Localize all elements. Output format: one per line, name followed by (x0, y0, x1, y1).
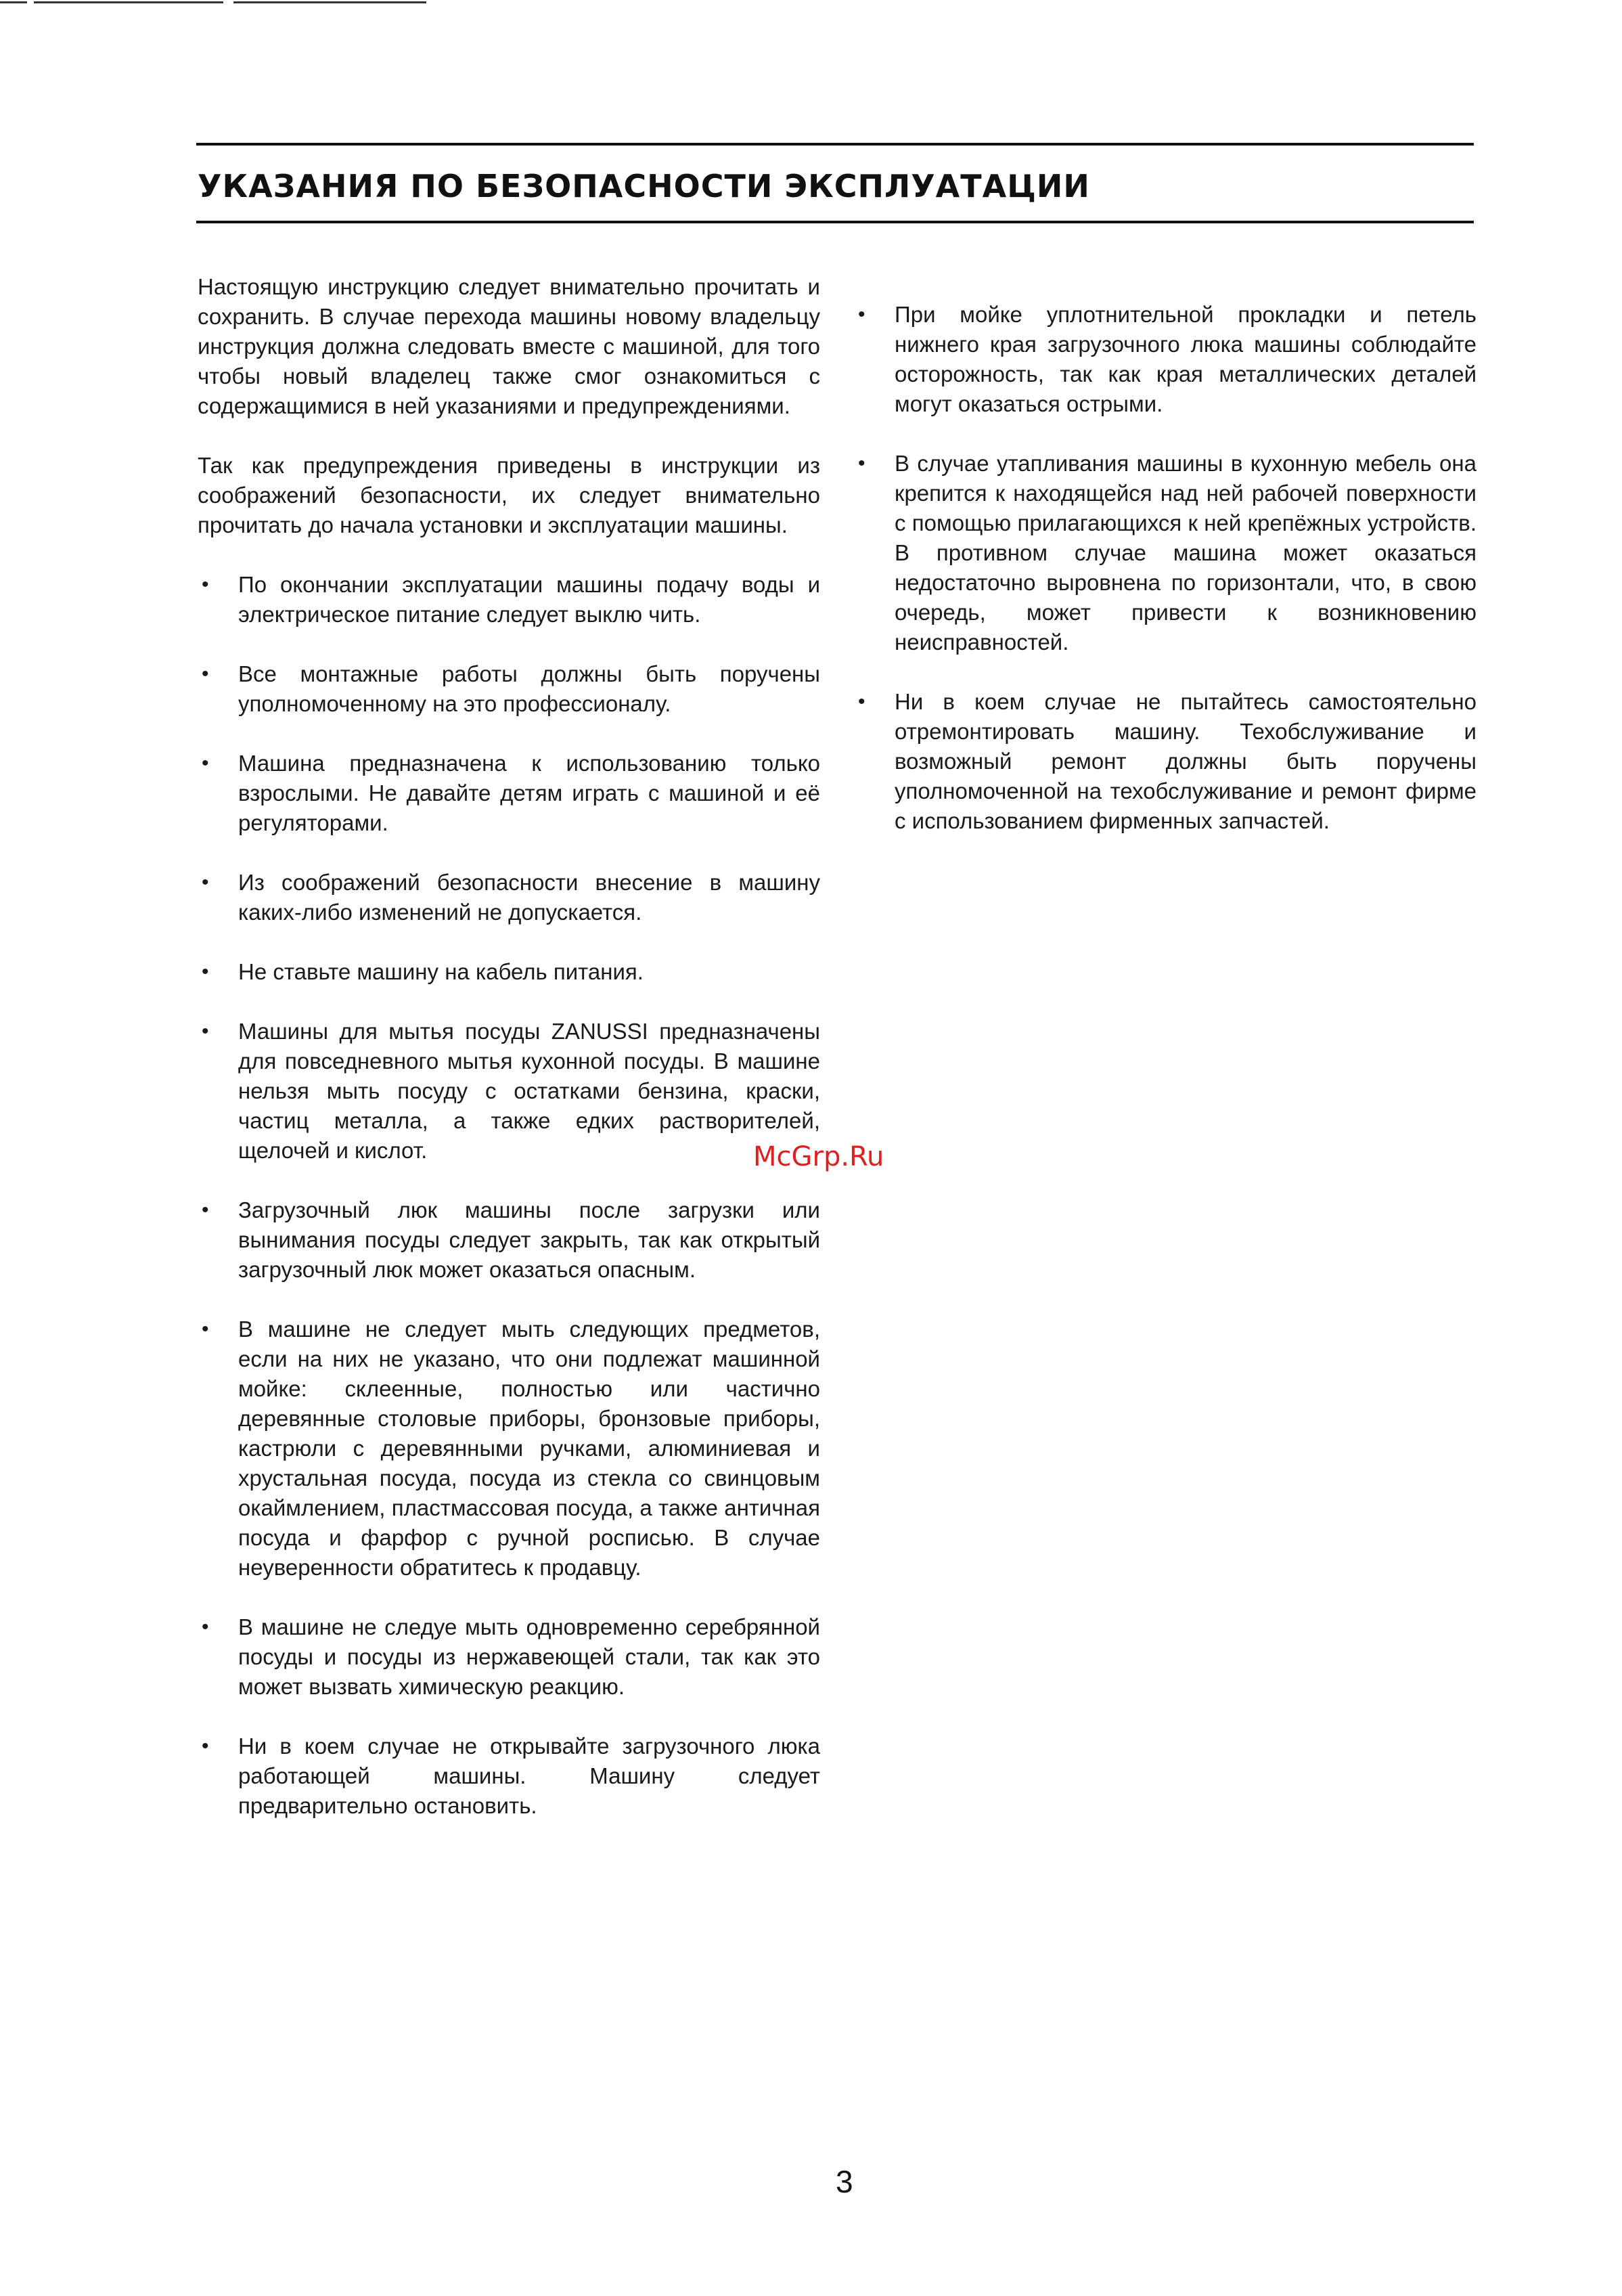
list-item-text: В машине не следуе мыть одновременно серебрянной посуды и посуды из нержавеющей стали, так как это может вызвать химическую реакцию. (238, 1614, 820, 1699)
bullet-icon: • (858, 690, 865, 713)
list-item-text: Машины для мытья посуды ZANUSSI предназначены для повседневного мытья кухонной посуды. В машине нельзя мыть посуду с остатками бензина, краски, частиц металла, а также едких растворителей, щелочей и кислот. (238, 1019, 820, 1163)
list-item-text: Ни в коем случае не пытайтесь самостоятельно отремонтировать машину. Техобслуживание и возможный ремонт должны быть поручены уполномоченной на техобслуживание и ремонт фирме с использованием фирменных запчастей. (895, 689, 1477, 833)
bullet-icon: • (202, 1318, 209, 1340)
intro-paragraph-2: Так как предупреждения приведены в инструкции из соображений безопасности, их следует внимательно прочитать до начала установки и эксплуатации машины. (198, 453, 820, 537)
list-item (198, 659, 820, 719)
bullet-icon: • (858, 452, 865, 474)
bullet-icon: • (858, 303, 865, 326)
list-item (198, 1315, 820, 1583)
list-item-text: Ни в коем случае не открывайте загрузочного люка работающей машины. Машину следует предварительно остановить. (238, 1734, 820, 1818)
bullet-icon: • (202, 1199, 209, 1221)
bullet-icon: • (202, 752, 209, 774)
list-item (854, 449, 1477, 657)
bullet-icon: • (202, 871, 209, 893)
left-column (198, 272, 820, 1851)
list-item (198, 570, 820, 630)
bullet-icon: • (202, 1020, 209, 1042)
list-item-text: Загрузочный люк машины после загрузки или вынимания посуды следует закрыть, так как открытый загрузочный люк может оказаться опасным. (238, 1197, 820, 1282)
bullet-icon: • (202, 1735, 209, 1757)
list-item (854, 300, 1477, 419)
watermark: McGrp.Ru (753, 1141, 884, 1172)
scan-mark-2 (34, 1, 223, 3)
page-title: УКАЗАНИЯ ПО БЕЗОПАСНОСТИ ЭКСПЛУАТАЦИИ (198, 168, 1090, 204)
list-item (854, 687, 1477, 836)
top-rule (196, 143, 1474, 146)
list-item (198, 1731, 820, 1821)
list-item-text: Не ставьте машину на кабель питания. (238, 959, 644, 984)
bullet-icon: • (202, 1616, 209, 1638)
title-underline (196, 221, 1474, 223)
list-item-text: По окончании эксплуатации машины подачу воды и электрическое питание следует выклю чить. (238, 572, 820, 627)
list-item (198, 1017, 820, 1166)
list-item (198, 957, 820, 987)
page-number: 3 (836, 2164, 853, 2199)
scan-mark-3 (233, 1, 426, 3)
bullet-icon: • (202, 663, 209, 685)
list-item (198, 749, 820, 838)
intro-paragraph-1: Настоящую инструкцию следует внимательно прочитать и сохранить. В случае перехода машины новому владельцу инструкция должна следовать вместе с машиной, для того чтобы новый владелец также смог ознакомиться с содержащимися в ней указаниями и предупреждениями. (198, 274, 820, 418)
list-item (198, 1195, 820, 1285)
list-item-text: Из соображений безопасности внесение в машину каких-либо изменений не допускается. (238, 870, 820, 925)
list-item-text: В случае утапливания машины в кухонную мебель она крепится к находящейся над ней рабочей поверхности с помощью прилагающихся к ней крепёжных устройств. В противном случае машина может оказаться недостаточно выровнена по горизонтали, что, в свою очередь, может привести к возникновению неисправностей. (895, 451, 1477, 655)
list-item-text: При мойке уплотнительной прокладки и петель нижнего края загрузочного люка машины соблюдайте осторожность, так как края металлических деталей могут оказаться острыми. (895, 302, 1477, 416)
list-item-text: Все монтажные работы должны быть поручены уполномоченному на это профессионалу. (238, 661, 820, 716)
list-item (198, 1612, 820, 1702)
list-item (198, 868, 820, 927)
right-column (854, 300, 1477, 866)
bullet-icon: • (202, 961, 209, 983)
list-item-text: В машине не следует мыть следующих предметов, если на них не указано, что они подлежат машинной мойке: склеенные, полностью или частично деревянные столовые приборы, бронзовые приборы, кастрюли с деревянными ручками, алюминиевая и хрустальная посуда, посуда из стекла со свинцовым окаймлением, пластмассовая посуда, а также античная посуда и фарфор с ручной росписью. В случае неуверенности обратитесь к продавцу. (238, 1317, 820, 1580)
list-item-text: Машина предназначена к использованию только взрослыми. Не давайте детям играть с машиной и её регуляторами. (238, 751, 820, 835)
scan-mark-1 (0, 1, 27, 3)
bullet-icon: • (202, 573, 209, 596)
